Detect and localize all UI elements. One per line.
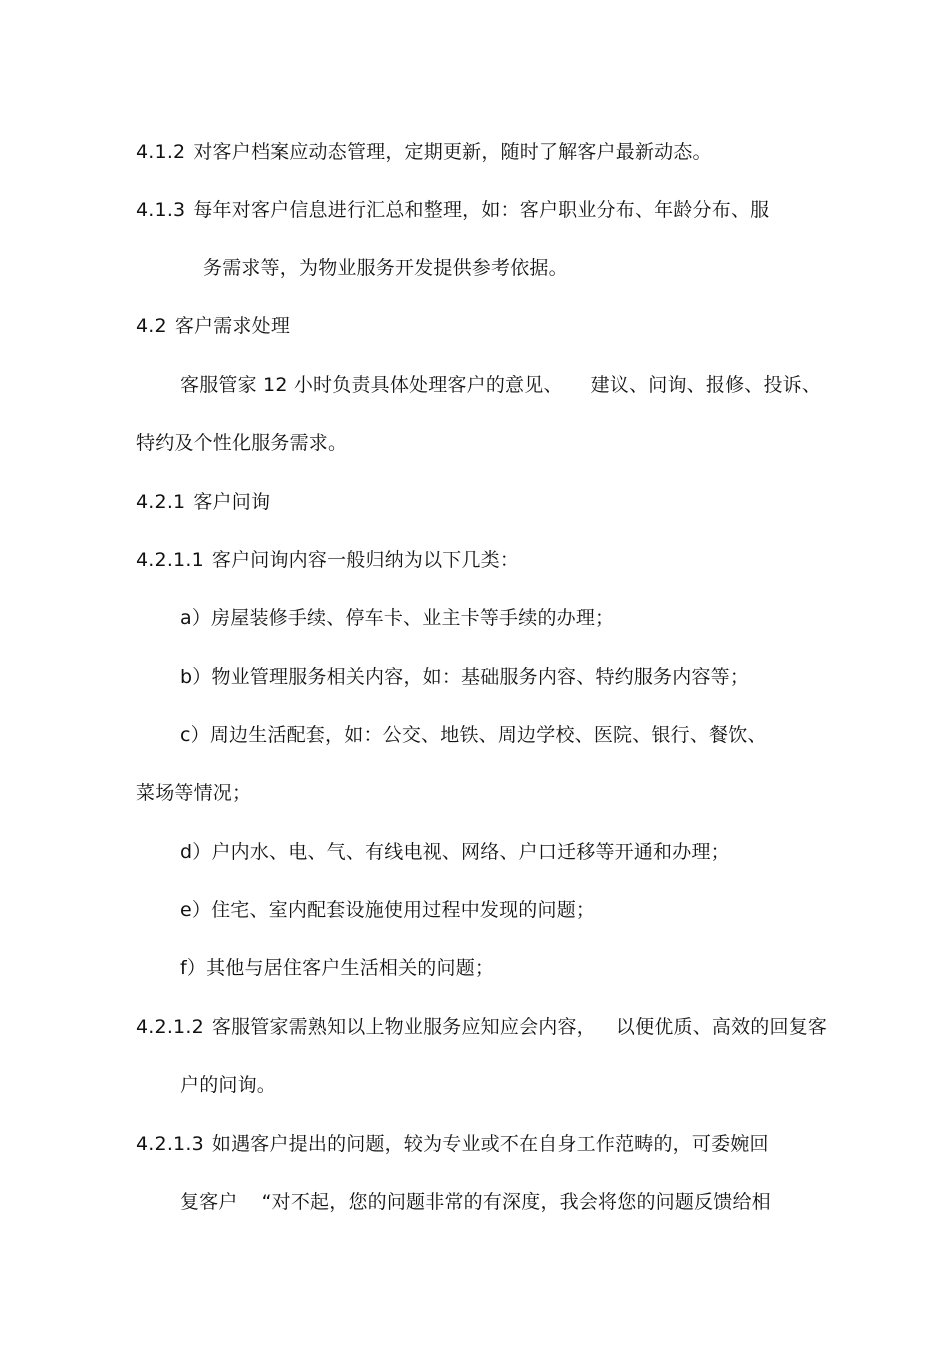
clause-text: 务需求等，为物业服务开发提供参考依据。 — [203, 257, 568, 279]
clause-4-2-1-2 — [136, 1015, 827, 1039]
list-item-a — [180, 606, 614, 630]
clause-number: 4.2.1.3 — [136, 1133, 204, 1155]
list-item-text: b）物业管理服务相关内容，如：基础服务内容、特约服务内容等； — [180, 666, 750, 688]
section-number: 4.2 — [136, 315, 167, 337]
paragraph-butler-duties-continued — [136, 431, 347, 455]
section-heading-4-2-1 — [136, 490, 270, 514]
list-item-text: d）户内水、电、气、有线电视、网络、户口迁移等开通和办理； — [180, 841, 730, 863]
list-item-f — [180, 956, 494, 980]
clause-4-2-1-1 — [136, 548, 519, 572]
paragraph-text: 特约及个性化服务需求。 — [136, 432, 348, 454]
clause-text-part-2: “对不起，您的问题非常的有深度，我会将您的问题反馈给相 — [261, 1191, 771, 1213]
section-heading-4-2 — [136, 314, 290, 338]
list-item-d — [180, 840, 730, 864]
clause-number: 4.1.3 — [136, 199, 186, 221]
clause-text-part-1: 复客户 — [180, 1191, 238, 1213]
clause-text: 对客户档案应动态管理，定期更新，随时了解客户最新动态。 — [193, 141, 712, 163]
list-item-e — [180, 898, 595, 922]
clause-text: 每年对客户信息进行汇总和整理，如：客户职业分布、年龄分布、服 — [193, 199, 770, 221]
paragraph-text-part-2: 建议、问询、报修、投诉、 — [590, 374, 822, 396]
list-item-text: 菜场等情况； — [136, 782, 252, 804]
clause-4-1-2 — [136, 140, 712, 164]
clause-4-2-1-3-continued — [180, 1190, 771, 1214]
clause-number: 4.2.1.1 — [136, 549, 204, 571]
section-number: 4.2.1 — [136, 491, 186, 513]
list-item-c-continued — [136, 781, 251, 805]
clause-4-2-1-3 — [136, 1132, 769, 1156]
list-item-text: a）房屋装修手续、停车卡、业主卡等手续的办理； — [180, 607, 615, 629]
clause-text-part-2: 以便优质、高效的回复客 — [615, 1016, 828, 1038]
clause-text: 户的问询。 — [180, 1074, 277, 1096]
list-item-text: f）其他与居住客户生活相关的问题； — [180, 957, 495, 979]
paragraph-text-part-1: 客服管家 12 小时负责具体处理客户的意见、 — [180, 374, 563, 396]
list-item-c — [180, 723, 767, 747]
list-item-text: e）住宅、室内配套设施使用过程中发现的问题； — [180, 899, 596, 921]
clause-text-part-1: 客服管家需熟知以上物业服务应知应会内容， — [211, 1016, 596, 1038]
section-title: 客户需求处理 — [174, 315, 291, 337]
paragraph-butler-duties — [180, 373, 821, 397]
clause-4-2-1-2-continued — [180, 1073, 276, 1097]
clause-number: 4.2.1.2 — [136, 1016, 204, 1038]
section-title: 客户问询 — [193, 491, 271, 513]
clause-text: 如遇客户提出的问题，较为专业或不在自身工作范畴的，可委婉回 — [211, 1133, 769, 1155]
list-item-text: c）周边生活配套，如：公交、地铁、周边学校、医院、银行、餐饮、 — [180, 724, 767, 746]
clause-4-1-3-continued — [203, 256, 568, 280]
clause-4-1-3 — [136, 198, 769, 222]
clause-text: 客户问询内容一般归纳为以下几类： — [211, 549, 520, 571]
list-item-b — [180, 665, 749, 689]
clause-number: 4.1.2 — [136, 141, 186, 163]
